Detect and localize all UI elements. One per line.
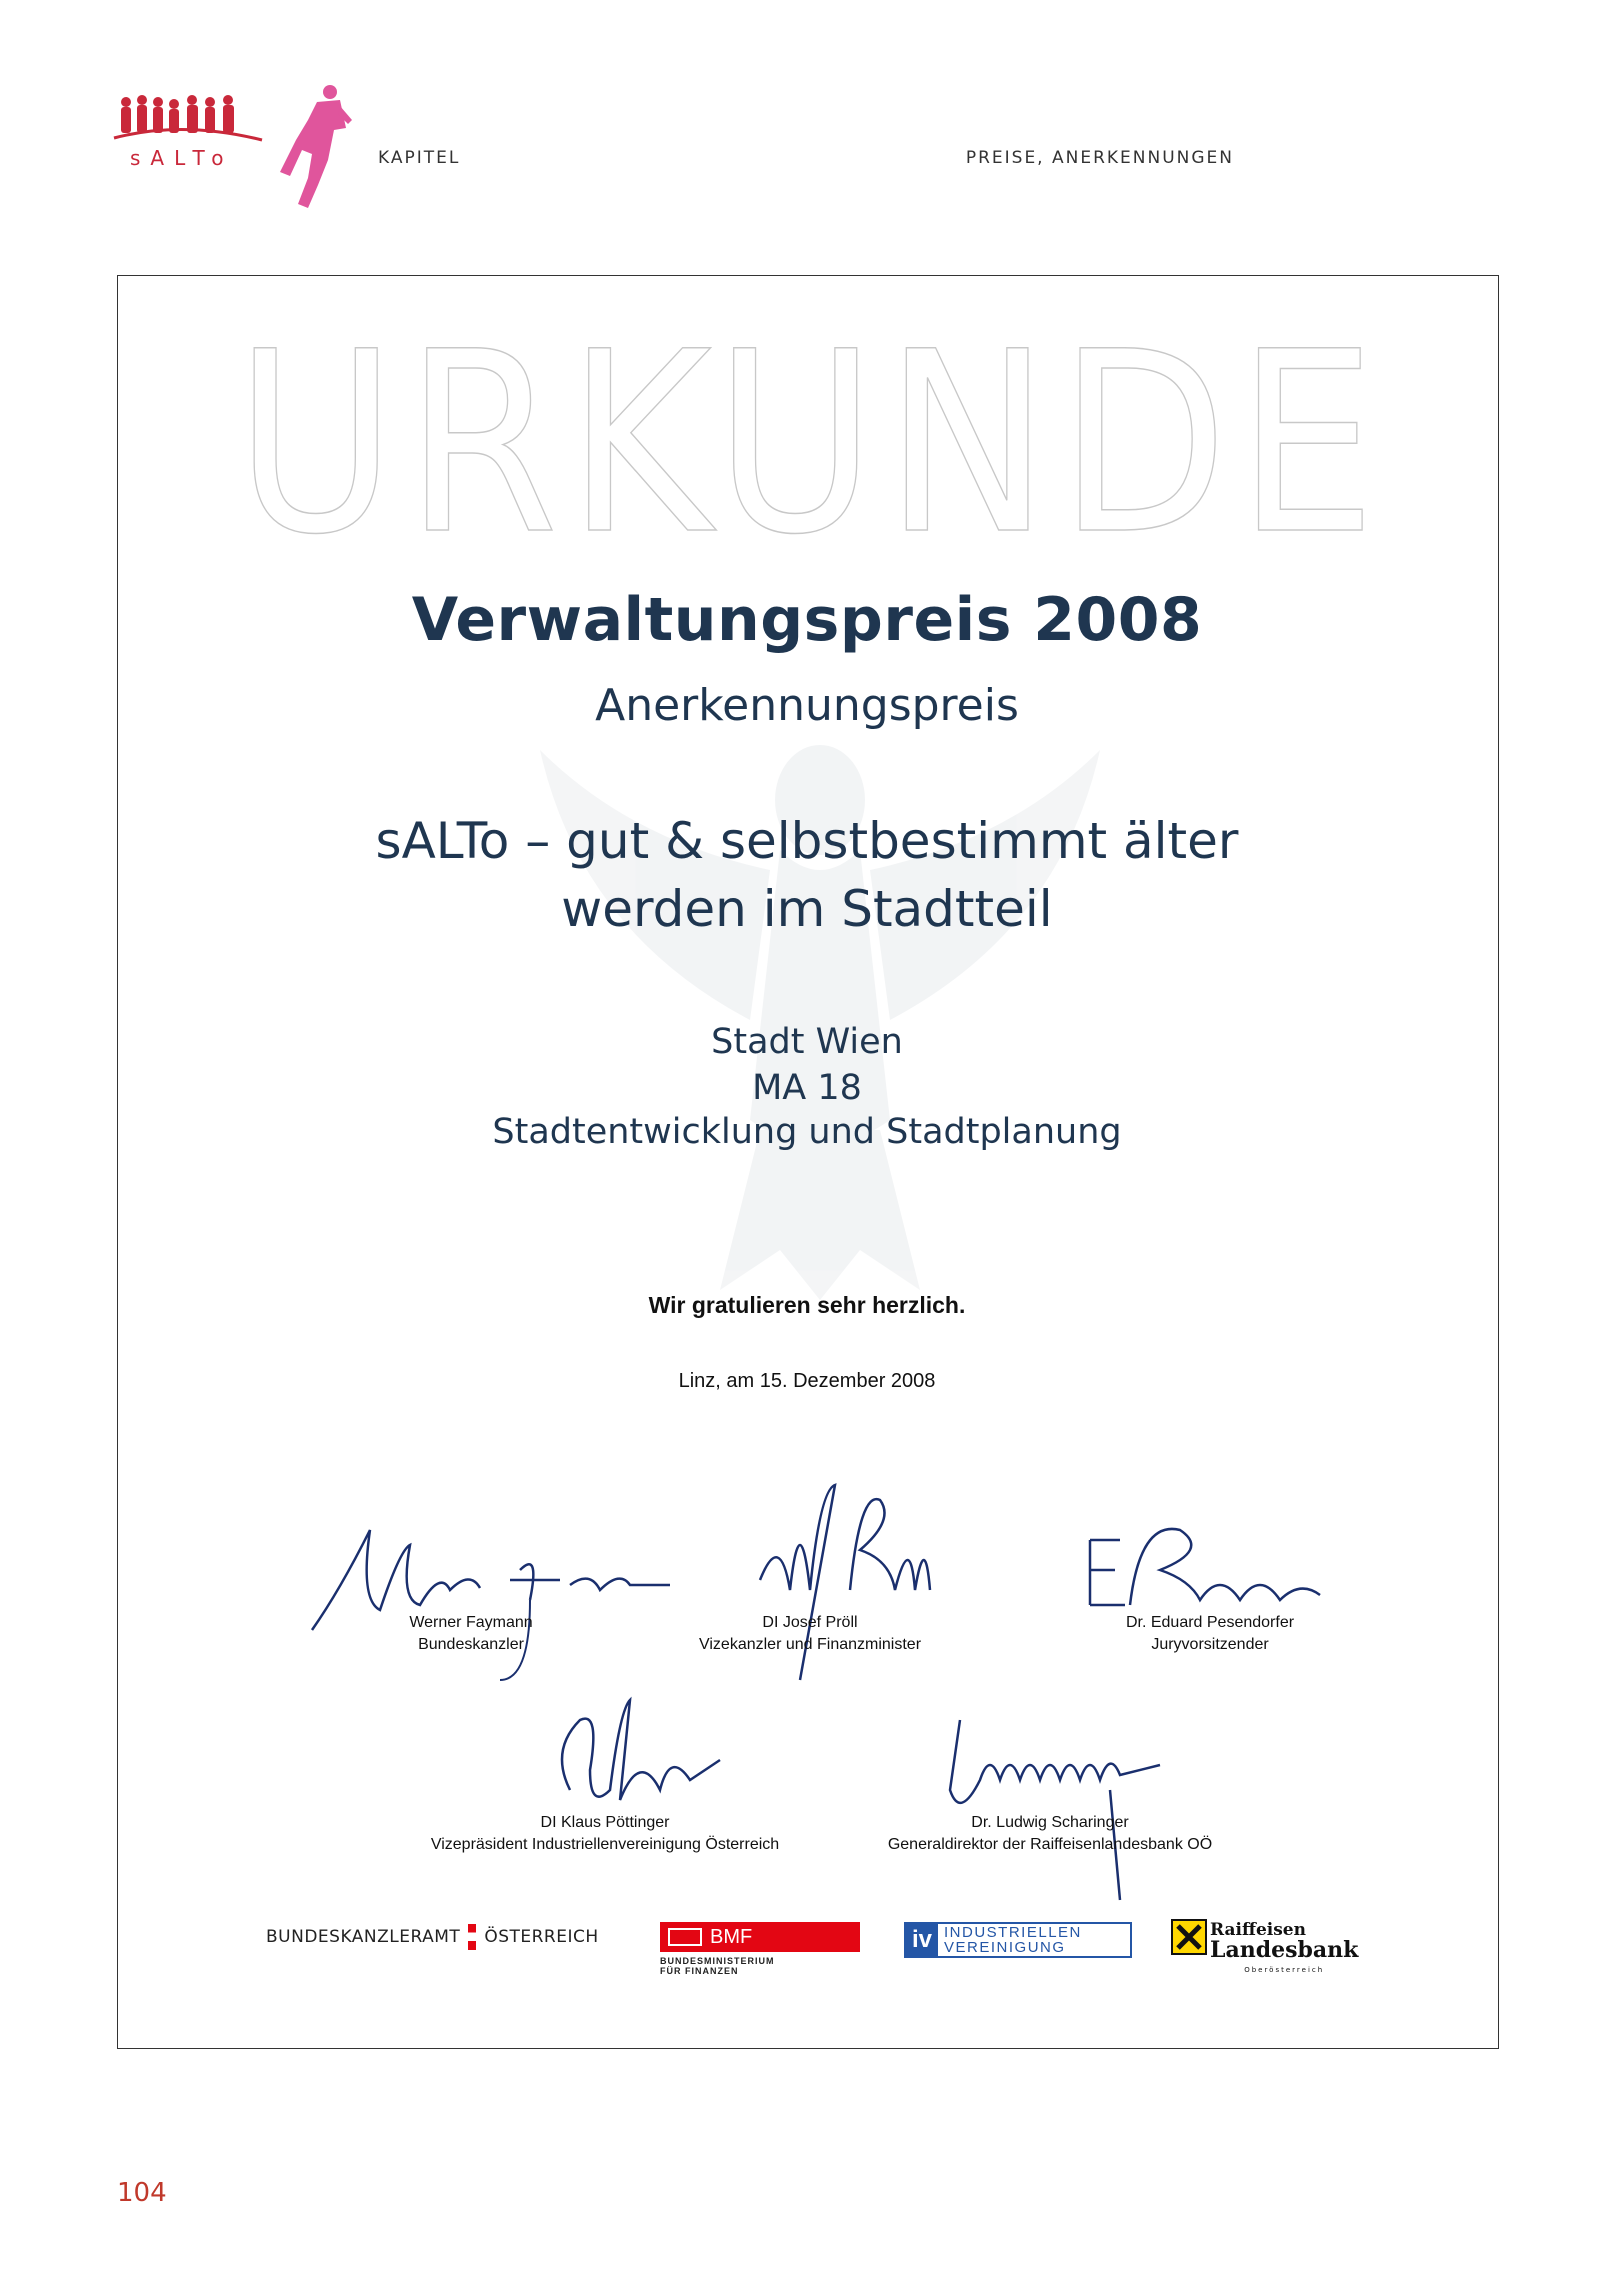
- bmf-line2: FÜR FINANZEN: [660, 1966, 739, 1976]
- signatory-role: Bundeskanzler: [418, 1636, 524, 1653]
- bka-text-right: ÖSTERREICH: [484, 1927, 599, 1947]
- certificate-title: Verwaltungspreis 2008: [411, 585, 1203, 655]
- iv-line2: VEREINIGUNG: [944, 1939, 1066, 1956]
- congratulations-text: Wir gratulieren sehr herzlich.: [648, 1292, 966, 1318]
- signatory-role: Vizekanzler und Finanzminister: [698, 1636, 922, 1653]
- logo-bundeskanzleramt: [266, 1924, 599, 1950]
- raiffeisen-cross-icon: [1172, 1920, 1206, 1954]
- signatory-1: [356, 1612, 586, 1656]
- signatory-role: Juryvorsitzender: [1151, 1636, 1269, 1653]
- project-title-line2: werden im Stadtteil: [561, 880, 1053, 938]
- signature-scharinger: [920, 1670, 1180, 1900]
- rlb-line3: Oberösterreich: [1244, 1966, 1325, 1974]
- iv-short: iv: [906, 1924, 938, 1956]
- logo-bmf: [660, 1922, 860, 1976]
- signatory-name: DI Josef Pröll: [762, 1614, 858, 1631]
- logo-raiffeisen-landesbank: [1172, 1920, 1358, 1980]
- signatory-4: [380, 1812, 830, 1856]
- rlb-line1: Raiffeisen: [1210, 1920, 1306, 1940]
- bmf-flag-icon: [668, 1928, 702, 1946]
- svg-text:URKUNDE: URKUNDE: [235, 298, 1385, 589]
- logo-text: sALTo: [130, 146, 234, 170]
- signatory-5: [850, 1812, 1250, 1856]
- project-title-line1: sALTo – gut & selbstbestimmt älter: [375, 812, 1239, 870]
- rlb-line2: Landesbank: [1210, 1937, 1359, 1963]
- logo-industriellenvereinigung: [904, 1922, 1132, 1958]
- eagle-emblem: [520, 690, 1120, 1310]
- signatory-name: Dr. Eduard Pesendorfer: [1125, 1614, 1295, 1631]
- signatory-role: Vizepräsident Industriellenvereinigung Österreich: [430, 1836, 780, 1853]
- organization-line3: Stadtentwicklung und Stadtplanung: [492, 1112, 1122, 1152]
- certificate-date: Linz, am 15. Dezember 2008: [678, 1370, 936, 1392]
- chapter-label: KAPITEL: [378, 148, 461, 168]
- signatory-3: [1080, 1612, 1340, 1656]
- bmf-short: BMF: [710, 1925, 753, 1948]
- page-number: 104: [117, 2178, 167, 2208]
- watermark-urkunde: [230, 298, 1390, 589]
- signature-proell: [740, 1470, 940, 1700]
- certificate-subtitle: Anerkennungspreis: [595, 680, 1019, 731]
- signatory-name: Dr. Ludwig Scharinger: [971, 1814, 1129, 1831]
- signature-faymann: [300, 1510, 680, 1690]
- signatory-2: [660, 1612, 960, 1656]
- signatory-name: DI Klaus Pöttinger: [540, 1814, 670, 1831]
- austria-flag-icon: [468, 1924, 476, 1950]
- organization-line1: Stadt Wien: [711, 1022, 903, 1062]
- bka-text-left: BUNDESKANZLERAMT: [266, 1927, 461, 1947]
- section-label: PREISE, ANERKENNUNGEN: [965, 148, 1234, 168]
- salto-logo: [112, 80, 372, 210]
- organization-line2: MA 18: [752, 1068, 862, 1108]
- signatory-role: Generaldirektor der Raiffeisenlandesbank OÖ: [887, 1836, 1213, 1853]
- bmf-line1: BUNDESMINISTERIUM: [660, 1956, 775, 1966]
- iv-line1: INDUSTRIELLEN: [944, 1924, 1082, 1941]
- signatory-name: Werner Faymann: [409, 1614, 533, 1631]
